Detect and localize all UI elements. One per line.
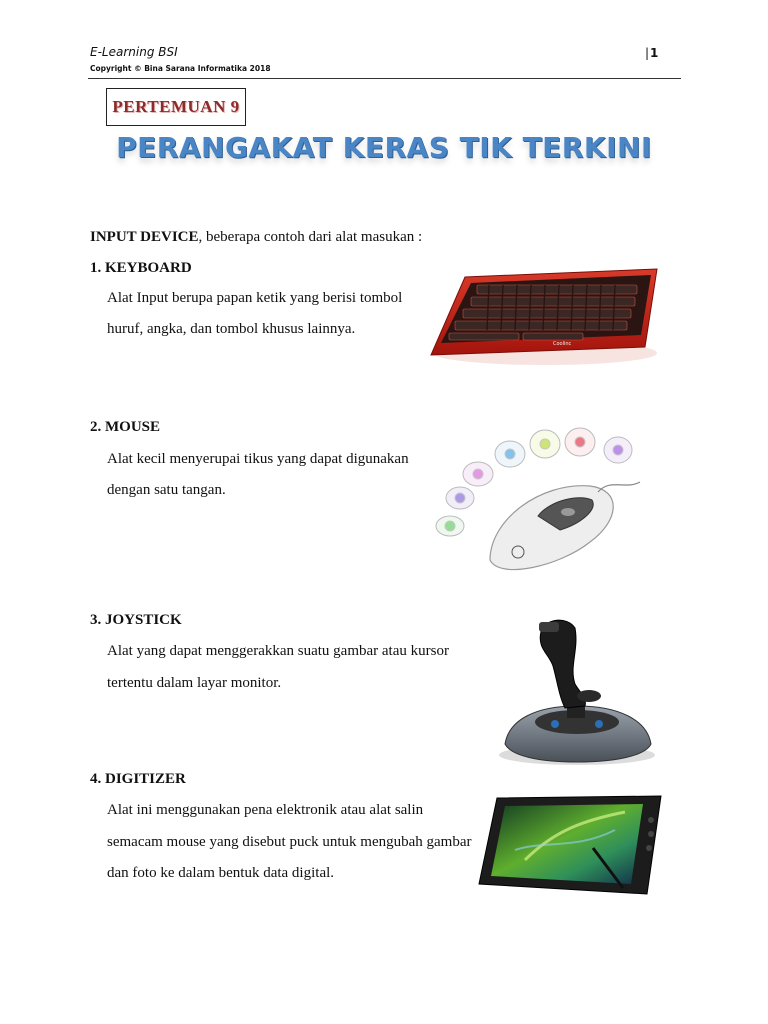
- keyboard-desc-line-1: Alat Input berupa papan ketik yang berisi tombol: [107, 290, 403, 306]
- header-copyright: Copyright © Bina Sarana Informatika 2018: [90, 64, 271, 73]
- digitizer-desc-line-1: Alat ini menggunakan pena elektronik atau alat salin: [107, 802, 424, 818]
- digitizer-heading: 4. DIGITIZER: [90, 771, 186, 787]
- mouse-image: [430, 420, 660, 580]
- page-title: PERANGAKAT KERAS TIK TERKINI: [116, 131, 652, 164]
- page-number: |1: [645, 46, 659, 60]
- digitizer-image: [475, 790, 665, 900]
- header-divider: [88, 78, 681, 79]
- mouse-desc-line-2: dengan satu tangan.: [107, 482, 226, 498]
- page-number-value: 1: [650, 46, 659, 60]
- header-title: E-Learning BSI: [90, 45, 178, 59]
- keyboard-desc-line-2: huruf, angka, dan tombol khusus lainnya.: [107, 321, 356, 337]
- joystick-heading: 3. JOYSTICK: [90, 612, 182, 628]
- keyboard-heading: 1. KEYBOARD: [90, 260, 192, 276]
- joystick-desc-line-2: tertentu dalam layar monitor.: [107, 675, 282, 691]
- digitizer-desc-line-2: semacam mouse yang disebut puck untuk mengubah gambar: [107, 834, 472, 850]
- intro-bold: INPUT DEVICE: [90, 229, 199, 245]
- intro-rest: , beberapa contoh dari alat masukan :: [198, 229, 423, 245]
- meeting-label: PERTEMUAN 9: [112, 97, 240, 116]
- keyboard-image: [425, 255, 665, 370]
- svg-text:Coolinc: Coolinc: [553, 341, 572, 347]
- mouse-heading: 2. MOUSE: [90, 419, 161, 435]
- joystick-image: [495, 610, 655, 770]
- meeting-label-box: [106, 88, 246, 126]
- joystick-desc-line-1: Alat yang dapat menggerakkan suatu gambar atau kursor: [107, 643, 449, 659]
- intro-text: [90, 229, 422, 246]
- digitizer-desc-line-3: dan foto ke dalam bentuk data digital.: [107, 865, 335, 881]
- mouse-desc-line-1: Alat kecil menyerupai tikus yang dapat digunakan: [107, 451, 409, 467]
